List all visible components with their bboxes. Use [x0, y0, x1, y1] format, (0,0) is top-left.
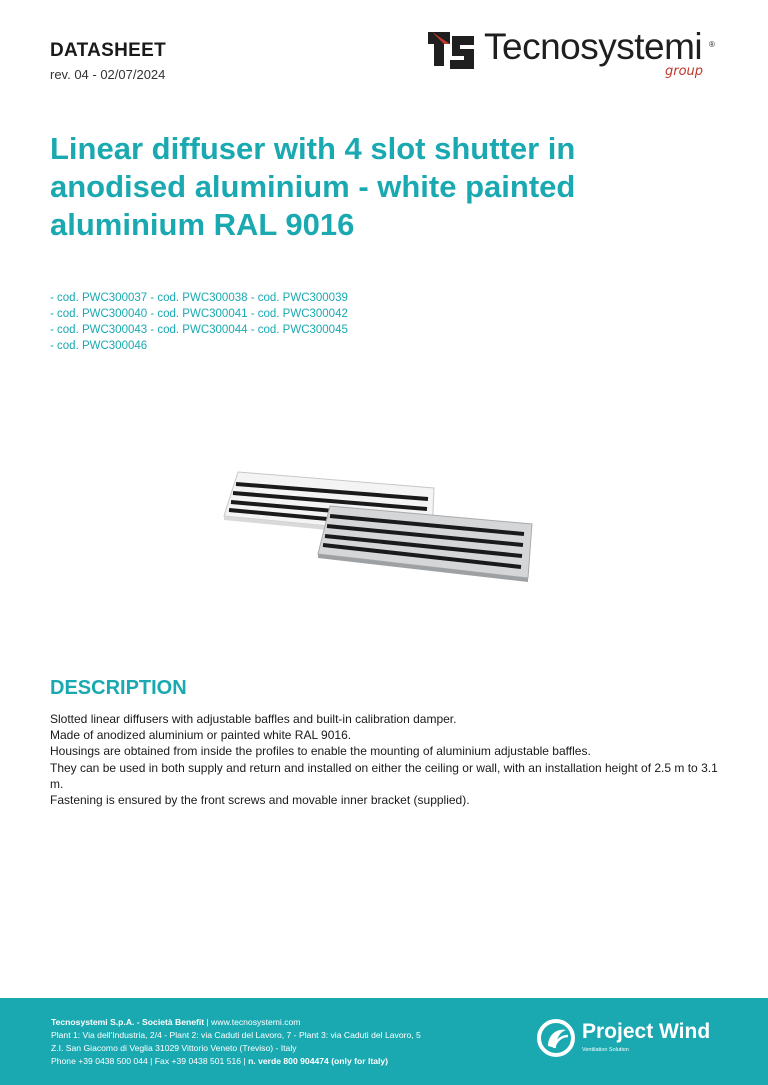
description-heading: DESCRIPTION	[50, 677, 187, 699]
code-line: - cod. PWC300037 - cod. PWC300038 - cod. PWC300039	[50, 292, 348, 304]
product-codes	[50, 290, 348, 354]
description-line: Fastening is ensured by the front screws and movable inner bracket (supplied).	[50, 793, 470, 808]
separator: |	[206, 1017, 209, 1027]
phone-number: Phone +39 0438 500 044	[51, 1056, 148, 1066]
toll-free-number: n. verde 800 904474 (only for Italy)	[248, 1056, 389, 1066]
project-wind-logo-icon	[536, 1018, 576, 1058]
doc-type-label: DATASHEET	[50, 40, 166, 61]
postal-address: Z.I. San Giacomo di Veglia 31029 Vittorio Veneto (Treviso) - Italy	[51, 1043, 297, 1053]
registered-mark: ®	[709, 40, 715, 49]
code-line: - cod. PWC300043 - cod. PWC300044 - cod. PWC300045	[50, 324, 348, 336]
partner-name: Project Wind	[582, 1020, 711, 1043]
description-line: Housings are obtained from inside the profiles to enable the mounting of aluminium adjustable baffles.	[50, 744, 591, 759]
code-line: - cod. PWC300046	[50, 340, 148, 352]
code-line: - cod. PWC300040 - cod. PWC300041 - cod. PWC300042	[50, 308, 348, 320]
brand-name: Tecnosystemi	[484, 26, 703, 67]
footer	[0, 998, 768, 1085]
separator: |	[150, 1056, 153, 1066]
description-line: They can be used in both supply and return and installed on either the ceiling or wall, with an installation height of 2.5 m to 3.1 m.	[50, 760, 718, 791]
tecnosystemi-mark-icon	[428, 30, 476, 70]
fax-number: Fax +39 0438 501 516	[154, 1056, 242, 1066]
datasheet-header	[50, 40, 166, 82]
partner-subtitle: Ventilation Solution	[582, 1047, 629, 1053]
footer-contact	[51, 1016, 421, 1068]
brand-group: group	[665, 64, 704, 79]
company-name: Tecnosystemi S.p.A. - Società Benefit	[51, 1017, 205, 1027]
separator: |	[243, 1056, 246, 1066]
description-line: Slotted linear diffusers with adjustable baffles and built-in calibration damper.	[50, 712, 457, 726]
description-body	[50, 711, 722, 808]
revision-label: rev. 04 - 02/07/2024	[50, 67, 166, 82]
product-title: Linear diffuser with 4 slot shutter in anodised aluminium - white painted aluminium RAL 9016	[50, 131, 576, 242]
description-line: Made of anodized aluminium or painted white RAL 9016.	[50, 728, 352, 743]
website-link[interactable]: www.tecnosystemi.com	[211, 1017, 301, 1027]
project-wind-logo	[536, 1018, 726, 1062]
tecnosystemi-logo	[428, 26, 728, 86]
plants-address: Plant 1: Via dell'Industria, 2/4 - Plant 2: via Caduti del Lavoro, 7 - Plant 3: via Caduti del Lavoro, 5	[51, 1030, 421, 1040]
linear-diffuser-image	[220, 468, 560, 598]
